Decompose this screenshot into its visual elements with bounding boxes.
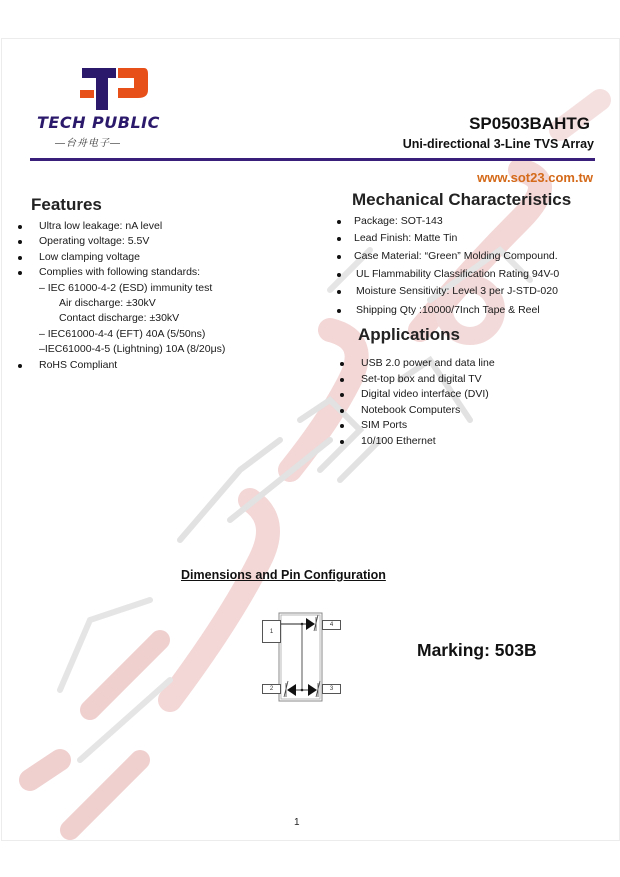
mechanical-item: UL Flammability Classification Rating 94V-0: [356, 268, 560, 280]
header-divider: [30, 158, 595, 161]
application-item: Digital video interface (DVI): [361, 388, 489, 400]
feature-item: –IEC61000-4-5 (Lightning) 10A (8/20μs): [39, 343, 226, 356]
bullet-icon: [340, 378, 344, 382]
bullet-icon: [337, 220, 341, 224]
mechanical-heading: Mechanical Characteristics: [352, 190, 572, 209]
applications-heading: Applications: [358, 325, 461, 344]
bullet-icon: [337, 255, 341, 259]
pin-2: 2: [262, 684, 281, 694]
website-link[interactable]: www.sot23.com.tw: [477, 170, 593, 185]
bullet-icon: [340, 362, 344, 366]
mechanical-item: Case Material: “Green” Molding Compound.: [354, 250, 558, 262]
feature-item: – IEC 61000-4-2 (ESD) immunity test: [39, 281, 213, 294]
brand-chinese-name: —台舟电子—: [55, 138, 121, 149]
brand-name: TECH PUBLIC: [37, 113, 160, 132]
marking-code: Marking: 503B: [417, 640, 537, 660]
mechanical-item: Moisture Sensitivity: Level 3 per J-STD-020: [356, 285, 558, 297]
bullet-icon: [337, 290, 341, 294]
mechanical-item: Package: SOT-143: [354, 215, 443, 227]
pin-3: 3: [322, 684, 341, 694]
application-item: USB 2.0 power and data line: [361, 357, 495, 369]
part-number: SP0503BAHTG: [469, 114, 590, 133]
bullet-icon: [337, 237, 341, 241]
feature-item: Low clamping voltage: [39, 250, 140, 263]
application-item: Set-top box and digital TV: [361, 372, 482, 385]
bullet-icon: [18, 225, 22, 229]
application-item: SIM Ports: [361, 419, 408, 431]
bullet-icon: [18, 364, 22, 368]
feature-item: RoHS Compliant: [39, 358, 118, 371]
features-heading: Features: [31, 195, 102, 214]
feature-item: – IEC61000-4-4 (EFT) 40A (5/50ns): [39, 327, 206, 340]
bullet-icon: [337, 309, 341, 313]
tech-public-logo-icon: [78, 66, 150, 110]
bullet-icon: [340, 409, 344, 413]
product-subtitle: Uni-directional 3-Line TVS Array: [402, 137, 594, 151]
mechanical-item: Shipping Qty :10000/7Inch Tape & Reel: [356, 304, 540, 316]
page-number: 1: [294, 817, 300, 828]
bullet-icon: [337, 273, 341, 277]
mechanical-item: Lead Finish: Matte Tin: [354, 232, 458, 244]
pin-4: 4: [322, 620, 341, 630]
feature-item: Ultra low leakage: nA level: [39, 220, 163, 232]
bullet-icon: [340, 424, 344, 428]
application-item: Notebook Computers: [361, 403, 461, 416]
bullet-icon: [340, 440, 344, 444]
bullet-icon: [18, 256, 22, 260]
feature-item: Air discharge: ±30kV: [59, 297, 156, 309]
application-item: 10/100 Ethernet: [361, 434, 436, 447]
feature-item: Complies with following standards:: [39, 266, 201, 279]
feature-item: Operating voltage: 5.5V: [39, 235, 150, 248]
pin-1: 1: [262, 620, 281, 643]
bullet-icon: [340, 393, 344, 397]
feature-item: Contact discharge: ±30kV: [59, 312, 180, 325]
dimensions-heading: Dimensions and Pin Configuration: [181, 568, 386, 582]
